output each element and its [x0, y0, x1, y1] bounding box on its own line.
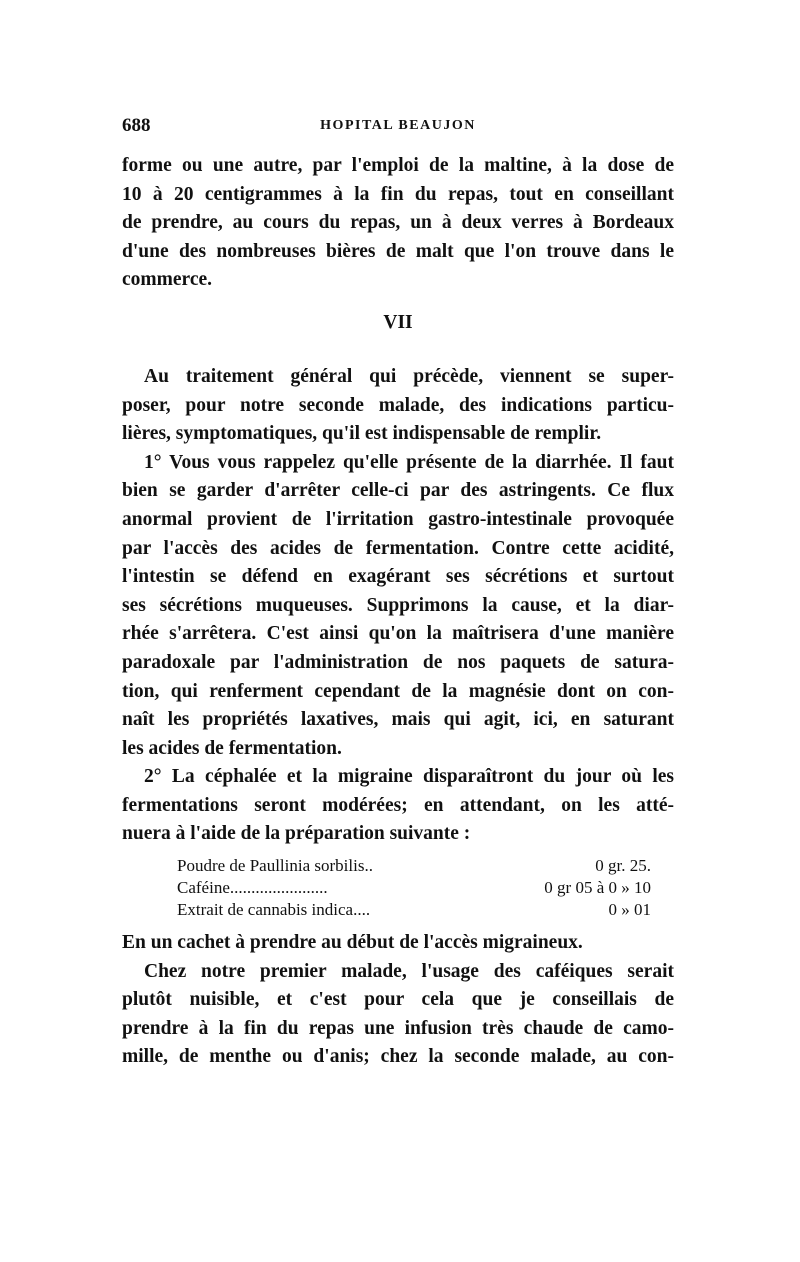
- text-line: d'une des nombreuses bières de malt que l'on trouve dans le: [122, 240, 674, 262]
- text-line: 1° Vous vous rappelez qu'elle présente de la diarrhée. Il faut: [144, 451, 674, 473]
- ingredient-quantity: 0 gr. 25.: [595, 856, 651, 876]
- text-line: paradoxale par l'administration de nos paquets de satura-: [122, 651, 674, 673]
- text-line: fermentations seront modérées; en attendant, on les atté-: [122, 794, 674, 816]
- text-line: 10 à 20 centigrammes à la fin du repas, tout en conseillant: [122, 183, 674, 205]
- running-head: HOPITAL BEAUJON: [320, 118, 476, 133]
- text-line: l'intestin se défend en exagérant ses sécrétions et surtout: [122, 566, 674, 588]
- text-line: poser, pour notre seconde malade, des indications particu-: [122, 394, 674, 416]
- formula-row: [177, 855, 651, 877]
- text-line: En un cachet à prendre au début de l'accès migraineux.: [122, 932, 583, 954]
- ingredient-name: Extrait de cannabis indica....: [177, 900, 371, 920]
- prescription-formula: [177, 855, 651, 921]
- page-number: 688: [122, 115, 151, 136]
- text-line: par l'accès des acides de fermentation. Contre cette acidité,: [122, 537, 674, 559]
- ingredient-quantity: 0 gr 05 à 0 » 10: [544, 878, 651, 898]
- body-text: [122, 152, 674, 1072]
- text-line: les acides de fermentation.: [122, 737, 342, 759]
- formula-row: [177, 899, 651, 921]
- text-line: lières, symptomatiques, qu'il est indispensable de remplir.: [122, 423, 602, 445]
- ingredient-name: Caféine.......................: [177, 878, 328, 898]
- text-line: Chez notre premier malade, l'usage des caféiques serait: [144, 960, 674, 982]
- text-line: rhée s'arrêtera. C'est ainsi qu'on la maîtrisera d'une manière: [122, 623, 674, 645]
- text-line: prendre à la fin du repas une infusion très chaude de camo-: [122, 1017, 674, 1039]
- text-line: anormal provient de l'irritation gastro-intestinale provoquée: [122, 508, 674, 530]
- text-line: 2° La céphalée et la migraine disparaîtront du jour où les: [144, 766, 674, 788]
- text-line: forme ou une autre, par l'emploi de la maltine, à la dose de: [122, 155, 674, 176]
- text-line: de prendre, au cours du repas, un à deux verres à Bordeaux: [122, 212, 674, 234]
- text-line: mille, de menthe ou d'anis; chez la seconde malade, au con-: [122, 1046, 674, 1068]
- text-line: tion, qui renferment cependant de la magnésie dont on con-: [122, 680, 674, 702]
- text-line: nuera à l'aide de la préparation suivante :: [122, 823, 471, 845]
- text-line: commerce.: [122, 269, 213, 291]
- text-line: plutôt nuisible, et c'est pour cela que je conseillais de: [122, 989, 674, 1011]
- formula-row: [177, 877, 651, 899]
- text-line: Au traitement général qui précède, viennent se super-: [144, 365, 674, 387]
- text-line: ses sécrétions muqueuses. Supprimons la cause, et la diar-: [122, 594, 674, 616]
- ingredient-name: Poudre de Paullinia sorbilis..: [177, 856, 373, 876]
- section-title: VII: [383, 311, 413, 333]
- page-header: [122, 115, 674, 141]
- text-line: bien se garder d'arrêter celle-ci par des astringents. Ce flux: [122, 480, 674, 502]
- text-line: naît les propriétés laxatives, mais qui agit, ici, en saturant: [122, 709, 674, 731]
- ingredient-quantity: 0 » 01: [608, 900, 651, 920]
